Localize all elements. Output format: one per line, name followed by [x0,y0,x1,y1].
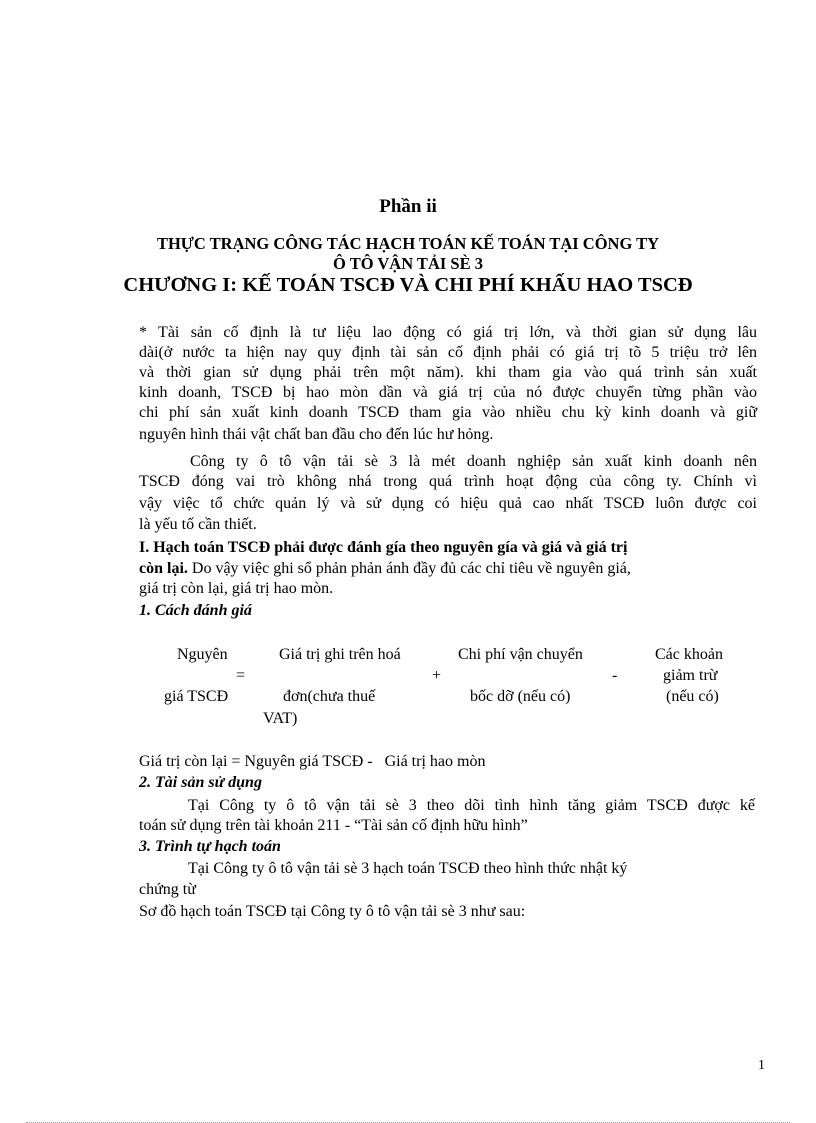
title-line-1: THỰC TRẠNG CÔNG TÁC HẠCH TOÁN KẾ TOÁN TẠI CÔNG TY [156,234,660,253]
paragraph-line: * Tài sản cố định là tư liệu lao động có giá trị lớn, và thời gian sử dụng lâu [139,324,757,341]
formula-invoice-value: Giá trị ghi trên hoá [279,646,401,663]
remaining-value-formula: Giá trị còn lại = Nguyên giá TSCĐ - Giá trị hao mòn [139,753,486,770]
paragraph-line: Tại Công ty ô tô vận tải sè 3 hạch toán TSCĐ theo hình thức nhật ký [188,860,628,877]
formula-original-price-label-2: giá TSCĐ [164,688,229,705]
formula-plus-sign: + [432,667,442,684]
formula-transport-cost: Chi phí vận chuyển [458,646,583,663]
paragraph-line: toán sử dụng trên tài khoản 211 - “Tài sản cố định hữu hình” [139,817,528,834]
formula-deductions: Các khoản [655,646,723,663]
formula-deductions-3: (nếu có) [666,688,719,705]
paragraph-line: chi phí sản xuất kinh doanh TSCĐ tham gia vào nhiều chu kỳ kinh doanh và giữ [139,404,757,421]
paragraph-line: là yếu tố cần thiết. [139,516,257,533]
section-1-line-3: giá trị còn lại, giá trị hao mòn. [139,580,334,597]
paragraph-line: vậy việc tổ chức quản lý và sử dụng có hiệu quả cao nhất TSCĐ luôn được coi [139,495,757,512]
page-number: 1 [758,1058,765,1073]
formula-deductions-2: giảm trừ [663,667,718,684]
formula-invoice-value-3: VAT) [263,710,298,727]
heading-accounting-procedure: 3. Trình tự hạch toán [139,838,281,855]
section-1-line-2 [139,560,631,578]
section-1-title: I. Hạch toán TSCĐ phải được đánh gía theo nguyên gía và giá và giá trị [139,539,628,556]
title-line-2: Ô TÔ VẬN TẢI SÈ 3 [333,254,483,273]
paragraph-line: nguyên hình thái vật chất ban đầu cho đến lúc hư hỏng. [139,426,494,443]
formula-equals-sign: = [236,667,246,684]
diagram-intro: Sơ đồ hạch toán TSCĐ tại Công ty ô tô vận tải sè 3 như sau: [139,903,526,920]
paragraph-line: Tại Công ty ô tô vận tải sè 3 theo dõi tình hình tăng giảm TSCĐ được kế [188,797,755,814]
paragraph-line: kinh doanh, TSCĐ bị hao mòn dần và giá trị của nó được chuyển từng phần vào [139,384,757,401]
formula-invoice-value-2: đơn(chưa thuế [283,688,376,705]
paragraph-line: Công ty ô tô vận tải sè 3 là mét doanh nghiệp sản xuất kinh doanh nên [190,453,757,470]
chapter-heading: CHƯƠNG I: KẾ TOÁN TSCĐ VÀ CHI PHÍ KHẤU HAO TSCĐ [123,274,693,296]
formula-transport-cost-2: bốc dỡ (nếu có) [470,688,571,705]
paragraph-line: dài(ở nước ta hiện nay quy định tài sản cố định phải có giá trị tõ 5 triệu trở lên [139,344,757,361]
part-heading: Phần ii [379,196,437,217]
heading-valuation: 1. Cách đánh giá [139,602,252,619]
formula-minus-sign: - [612,667,618,684]
formula-original-price-label: Nguyên [177,646,228,663]
section-1-title-end: còn lại. [139,560,188,577]
heading-assets-used: 2. Tài sản sử dụng [139,774,262,791]
paragraph-line: TSCĐ đóng vai trò không nhá trong quá trình hoạt động của công ty. Chính vì [139,473,757,490]
section-1-text: Do vậy việc ghi sổ phản phản ánh đầy đủ các chỉ tiêu về nguyên giá, [187,560,631,577]
paragraph-line: và thời gian sử dụng phải trên một năm). khi tham gia vào quá trình sản xuất [139,364,757,381]
paragraph-line: chứng từ [139,881,196,898]
